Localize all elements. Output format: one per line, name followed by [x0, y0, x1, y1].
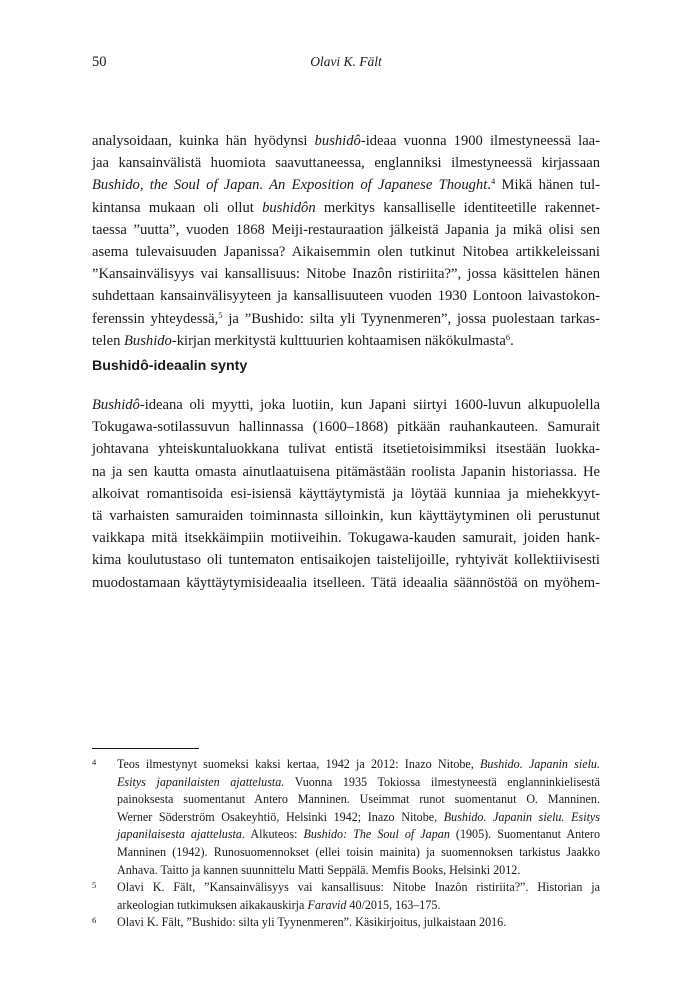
footnote-number: 5: [92, 880, 97, 891]
text-run: arkeologian tutkimuksen aikakauskirja: [117, 897, 308, 912]
text-line: johtavana yhteiskuntaluokkana tulivat entistä itsetietoisimmiksi itsestään luokka-: [92, 441, 600, 458]
footnote-line: Olavi K. Fält, ”Kansainvälisyys vai kansallisuus: Nitobe Inazôn ristiriita?”. Historian ja: [117, 880, 600, 895]
text-run: -ideana oli myytti, joka luotiin, kun Japani siirtyi 1600-luvun alkupuolella: [139, 397, 600, 413]
italic-term: Bushido: [124, 332, 172, 349]
italic-title: Bushido. Japanin sielu. Esitys: [443, 809, 601, 824]
text-line: tä varhaisten samuraiden toiminnasta silloinkin, kun käyttäytyminen oli perustunut: [92, 507, 600, 524]
text-run: analysoidaan, kuinka hän hyödynsi: [92, 133, 315, 149]
text-run: .: [487, 177, 491, 194]
footnote: [92, 914, 600, 932]
footnote: [92, 756, 600, 879]
footnote-number: 4: [92, 757, 97, 767]
footnote-ref: 5: [218, 309, 223, 320]
text-run: kintansa mukaan oli ollut: [92, 199, 263, 216]
footnote-line: [117, 809, 600, 827]
italic-term: bushidô: [314, 133, 361, 149]
text-line: ”Kansainvälisyys vai kansallisuus: Nitobe Inazôn ristiriita?”, jossa käsittelen hänen: [92, 266, 600, 283]
text-run: Vuonna 1935 Tokiossa ilmestyneestä englanninkielisestä: [284, 774, 600, 789]
footnote-line: Anhava. Taitto ja kannen suunnittelu Matti Seppälä. Memfis Books, Helsinki 2012.: [117, 862, 521, 877]
text-run: telen: [92, 332, 125, 349]
page-number: 50: [92, 54, 107, 70]
text-line: na ja sen kautta omasta ainutlaatuisena pitämästään roolista Japanin historiassa. He: [92, 463, 600, 480]
text-line: [92, 197, 600, 219]
footnote-divider: [92, 748, 199, 749]
text-line: [92, 308, 600, 330]
italic-title: Faravid: [307, 897, 347, 912]
italic-title: Bushido: The Soul of Japan: [303, 827, 450, 842]
text-run: -ideaa vuonna 1900 ilmestyneessä laa-: [360, 133, 601, 149]
text-run: ferenssin yhteydessä,: [92, 310, 219, 327]
footnote-ref: 4: [490, 176, 496, 187]
footnote-ref: 6: [505, 331, 511, 342]
text-line: vaikkapa mitä itsekkäimpiin motiiveihin. Tokugawa-kauden samurait, joiden hank-: [92, 530, 600, 547]
text-line: [92, 394, 600, 416]
footnote-line: [117, 826, 600, 844]
text-line: muodostamaan käyttäytymisideaalia itselleen. Tätä ideaalia säännöstöä on myöhem-: [92, 574, 600, 591]
text-line: [92, 130, 600, 152]
footnote-line: [117, 756, 600, 774]
footnote-line: [117, 897, 600, 915]
body-paragraph: [92, 130, 600, 352]
footnote-line: [117, 774, 600, 792]
text-line: [92, 330, 600, 352]
footnote-line: painoksesta suomentanut Antero Manninen. Useimmat runot suomentanut O. Manninen.: [117, 792, 600, 807]
book-title: Bushido, the Soul of Japan. An Exposition of Japanese Thought: [92, 177, 488, 194]
italic-title: Esitys japanilaisten ajattelusta.: [117, 774, 285, 789]
text-line: kima koulutustaso oli tuntematon entisaikojen taistelijoille, ryhtyivät kollektiivisesti: [92, 552, 600, 569]
page-header: [92, 54, 600, 74]
footnote-number: 6: [92, 915, 97, 926]
text-line: suhdettaan kansainvälisyyteen ja kansallisuuteen vuoden 1930 Lontoon laivastokon-: [92, 288, 600, 305]
text-run: Werner Söderström Osakeyhtiö, Helsinki 1942; Inazo Nitobe,: [117, 809, 444, 824]
text-run: 40/2015, 163–175.: [346, 897, 441, 912]
body-paragraph: [92, 394, 600, 594]
text-run: .: [510, 332, 514, 349]
footnote-line: Manninen (1942). Runosuomennokset (ellei toisin mainita) ja suomennoksen tarkistus Jaakko: [117, 844, 600, 859]
italic-title: japanilaisesta ajattelusta: [117, 827, 242, 842]
footnote: [92, 879, 600, 914]
text-line: [92, 174, 600, 196]
text-run: Mikä hänen tul-: [495, 177, 600, 194]
italic-term: bushidôn: [262, 199, 316, 216]
text-run: . Alkuteos:: [241, 827, 304, 842]
text-run: Teos ilmestynyt suomeksi kaksi kertaa, 1942 ja 2012: Inazo Nitobe,: [117, 757, 481, 771]
italic-term: Bushidô: [92, 397, 140, 413]
section-heading: Bushidô-ideaalin synty: [92, 358, 248, 374]
footnotes: [92, 756, 600, 932]
text-run: ja ”Bushido: silta yli Tyynenmeren”, jossa puolestaan tarkas-: [222, 310, 600, 327]
text-line: taessa ”uutta”, vuoden 1868 Meiji-restauraation jälkeistä Japania ja mikä olisi sen: [92, 221, 600, 238]
footnote-line: Olavi K. Fält, ”Bushido: silta yli Tyynenmeren”. Käsikirjoitus, julkaistaan 2016.: [117, 915, 507, 930]
text-run: -kirjan merkitystä kulttuurien kohtaamisen näkökulmasta: [171, 332, 506, 349]
text-run: (1905). Suomentanut Antero: [449, 827, 600, 842]
text-line: alkoivat romantisoida esi-isiensä käyttäytymistä ja löytää kunniaa ja miehekkyyt-: [92, 485, 600, 502]
text-line: Tokugawa-sotilassuvun hallinnassa (1600–1868) pitkään rauhankauteen. Samurait: [92, 419, 600, 436]
text-line: jaa kansainvälistä huomiota saavuttaneessa, englanniksi ilmestyneessä kirjassaan: [92, 155, 600, 172]
running-head: Olavi K. Fält: [310, 54, 382, 69]
text-run: merkitys kansalliselle identiteetille rakennet-: [315, 199, 601, 216]
italic-title: Bushido. Japanin sielu.: [480, 757, 600, 771]
text-line: asema tulevaisuuden Japanissa? Aikaisemmin olen tutkinut Nitobea artikkeleissani: [92, 243, 600, 260]
